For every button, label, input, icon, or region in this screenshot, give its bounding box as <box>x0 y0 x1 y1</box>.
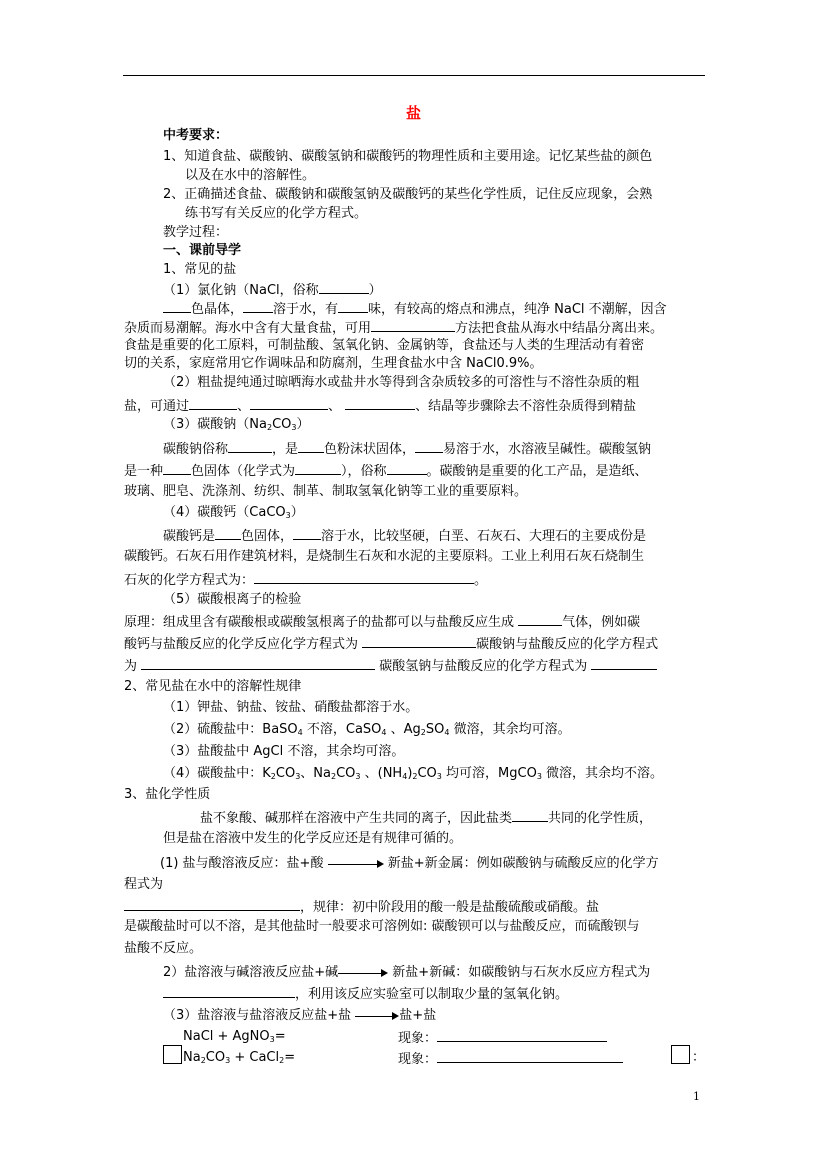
text-line <box>124 656 657 675</box>
text-run: ，是 <box>272 442 299 457</box>
subscript: 3 <box>355 772 361 781</box>
text-run: 程式为 <box>124 877 164 892</box>
text-run: （2）粗盐提纯通过晾晒海水或盐井水等得到含杂质较多的可溶性与不溶性杂质的粗 <box>163 375 640 390</box>
text-run: 酸钙与盐酸反应的化学反应化学方程式为 <box>124 637 363 652</box>
text-run: ，规律：初中阶段用的酸一般是盐酸硫酸或硝酸。盐 <box>300 900 600 915</box>
text-line <box>163 984 568 1003</box>
text-run: 是碳酸盐时可以不溶，是其他盐时一般要求可溶例如: 碳酸钡可以与盐酸反应，而硫酸钡与 <box>124 919 640 934</box>
text-line <box>163 261 236 278</box>
text-run: 一、课前导学 <box>163 243 242 258</box>
text-run: 盐+盐 <box>399 1008 437 1023</box>
text-line <box>163 743 404 760</box>
text-run: 。碳酸钠是重要的化工产品，是造纸、 <box>426 464 648 479</box>
subscript: 3 <box>536 772 542 781</box>
text-line <box>124 876 163 893</box>
text-line <box>200 808 652 827</box>
fill-in-blank[interactable] <box>415 439 443 453</box>
text-run: = <box>284 1050 296 1065</box>
fill-in-blank[interactable] <box>362 634 476 648</box>
fill-in-blank[interactable] <box>228 439 272 453</box>
text-line <box>124 355 543 372</box>
text-line <box>185 167 315 184</box>
text-run: （3）盐溶液与盐溶液反应盐+盐 <box>163 1008 356 1023</box>
fill-in-blank[interactable] <box>518 612 562 626</box>
text-run: CO <box>336 766 356 781</box>
text-run: 碳酸钙。石灰石用作建筑材料，是烧制生石灰和水泥的主要原料。工业上利用石灰石烧制生 <box>124 549 645 564</box>
subscript: 3 <box>269 1035 275 1044</box>
text-line <box>163 186 652 203</box>
text-run: 气体，例如碳 <box>562 615 641 630</box>
subscript: 4 <box>444 728 450 737</box>
text-line <box>124 318 663 337</box>
text-run: 玻璃、肥皂、洗涤剂、纺织、制革、制取氢氧化钠等工业的重要原料。 <box>124 484 528 499</box>
text-run: 、Na <box>300 766 331 781</box>
text-run: = <box>274 1029 286 1044</box>
text-line <box>163 964 650 981</box>
text-run: （3）盐酸盐中 AgCl 不溶，其余均可溶。 <box>163 744 405 759</box>
fill-in-blank[interactable] <box>250 396 328 410</box>
text-line <box>163 224 228 241</box>
text-run: Na <box>183 1050 201 1065</box>
fill-in-blank[interactable] <box>298 439 324 453</box>
subscript: 2 <box>420 728 426 737</box>
page-number: 1 <box>693 1090 700 1103</box>
text-run: 色粉沫状固体， <box>324 442 416 457</box>
text-run: 2、正确描述食盐、碳酸钠和碳酸氢钠及碳酸钙的某些化学性质，记住反应现象，会熟 <box>163 187 653 202</box>
checkbox-right[interactable] <box>671 1045 690 1064</box>
text-run: 。 <box>474 573 488 588</box>
fill-in-blank[interactable] <box>293 526 321 540</box>
text-run: 2）盐溶液与碱溶液反应盐+碱 <box>163 965 339 980</box>
text-run: 方法把食盐从海水中结晶分离出来。 <box>455 321 664 336</box>
text-line <box>163 416 309 433</box>
subscript: 2 <box>279 1056 285 1065</box>
text-run: 以及在水中的溶解性。 <box>185 168 316 183</box>
fill-in-blank[interactable] <box>254 570 474 584</box>
subscript: 3 <box>285 511 291 520</box>
text-run: 色固体（化学式为 <box>191 464 296 479</box>
text-run: 但是盐在溶液中发生的化学反应还是有规律可循的。 <box>163 831 463 846</box>
text-line <box>124 548 644 565</box>
text-run: 现象： <box>398 1031 438 1046</box>
text-run: ），俗称 <box>341 464 387 479</box>
subscript: 3 <box>295 772 301 781</box>
text-run: 新盐+新碱：如碳酸钠与石灰水反应方程式为 <box>388 965 651 980</box>
fill-in-blank[interactable] <box>215 526 241 540</box>
text-line <box>183 1049 295 1066</box>
fill-in-blank[interactable] <box>163 461 191 475</box>
text-run: （1）钾盐、钠盐、铵盐、硝酸盐都溶于水。 <box>163 700 419 715</box>
text-run: 微溶，其余均可溶。 <box>449 722 571 737</box>
text-run: 味，有较高的熔点和沸点，纯净 NaCl 不潮解，因含 <box>368 302 667 317</box>
subscript: 3 <box>436 772 442 781</box>
text-run: 碳酸氢钠与盐酸反应的化学方程式为 <box>375 659 592 674</box>
text-run: 中考要求： <box>163 128 229 143</box>
text-line <box>160 855 659 872</box>
text-line <box>124 634 658 653</box>
checkbox-left[interactable] <box>163 1045 182 1064</box>
fill-in-blank[interactable] <box>163 984 295 998</box>
fill-in-blank[interactable] <box>512 808 548 822</box>
text-line <box>163 830 462 847</box>
text-run: NaCl + AgNO <box>183 1029 270 1044</box>
text-run: 碳酸钠与盐酸反应的化学方程式 <box>476 637 659 652</box>
text-run: CO <box>275 766 296 781</box>
text-run: 色晶体， <box>191 302 244 317</box>
text-run: 盐，可通过 <box>124 399 190 414</box>
text-line <box>163 765 663 782</box>
text-run: ，利用该反应实验室可以制取少量的氢氧化钠。 <box>295 987 569 1002</box>
fill-in-blank[interactable] <box>437 1049 623 1063</box>
text-run: 碳酸钠俗称 <box>163 442 229 457</box>
text-run: + CaCl <box>230 1050 280 1065</box>
text-run: 共同的化学性质， <box>548 811 653 826</box>
text-line <box>163 127 228 144</box>
text-run: 盐不象酸、碱那样在溶液中产生共同的离子，因此盐类 <box>200 811 513 826</box>
text-run: 食盐是重要的化工原料，可制盐酸、氢氧化钠、金属钠等，食盐还与人类的生理活动有着密 <box>124 338 645 353</box>
text-line <box>163 439 651 458</box>
fill-in-blank[interactable] <box>124 897 300 911</box>
text-run: ) <box>407 766 413 781</box>
text-run: 碳酸钙是 <box>163 529 216 544</box>
text-run: 、(NH <box>360 766 403 781</box>
text-line <box>185 205 367 222</box>
text-line <box>692 1049 705 1066</box>
text-run: 教学过程： <box>163 225 229 240</box>
text-run: （4）碳酸钙（CaCO <box>163 505 286 520</box>
text-line <box>163 280 382 299</box>
text-line <box>163 1007 436 1024</box>
text-line <box>124 897 599 916</box>
fill-in-blank[interactable] <box>437 1028 607 1042</box>
text-run: 为 <box>124 659 142 674</box>
text-line <box>124 612 640 631</box>
text-run: 溶于水，有 <box>273 302 339 317</box>
subscript: 2 <box>266 423 273 432</box>
text-run: SO <box>425 722 445 737</box>
subscript: 2 <box>412 772 418 781</box>
text-run: 、结晶等步骤除去不溶性杂质得到精盐 <box>415 399 637 414</box>
text-run: 、Ag <box>386 722 421 737</box>
fill-in-blank[interactable] <box>163 299 191 313</box>
fill-in-blank[interactable] <box>295 461 341 475</box>
fill-in-blank[interactable] <box>338 299 368 313</box>
text-run: 2、常见盐在水中的溶解性规律 <box>124 679 302 694</box>
fill-in-blank[interactable] <box>243 299 273 313</box>
text-run: 练书写有关反应的化学方程式。 <box>185 206 368 221</box>
subscript: 2 <box>200 1056 206 1065</box>
text-line <box>124 918 640 935</box>
text-run: 不溶，CaSO <box>302 722 382 737</box>
text-line <box>163 374 639 391</box>
fill-in-blank[interactable] <box>319 280 369 294</box>
text-run: 盐酸不反应。 <box>124 941 203 956</box>
text-line <box>124 786 210 803</box>
fill-in-blank[interactable] <box>141 656 375 670</box>
text-line <box>163 699 418 716</box>
text-run: 易溶于水，水溶液呈碱性。碳酸氢钠 <box>443 442 652 457</box>
text-run: ： <box>692 1050 706 1065</box>
text-line <box>163 504 304 521</box>
reaction-arrow-icon <box>355 1011 399 1021</box>
fill-in-blank[interactable] <box>371 318 455 332</box>
text-run: 新盐+新金属：例如碳酸钠与硫酸反应的化学方 <box>383 856 659 871</box>
text-run: 溶于水，比较坚硬，白垩、石灰石、大理石的主要成份是 <box>321 529 647 544</box>
header-rule <box>123 75 705 76</box>
subscript: 4 <box>381 728 387 737</box>
fill-in-blank[interactable] <box>387 461 427 475</box>
text-run: 1、常见的盐 <box>163 262 237 277</box>
subscript: 4 <box>297 728 303 737</box>
text-line <box>163 148 652 165</box>
text-line <box>124 570 487 589</box>
text-run: (1) 盐与酸溶液反应：盐+酸 <box>160 856 328 871</box>
fill-in-blank[interactable] <box>189 396 237 410</box>
text-run: （5）碳酸根离子的检验 <box>163 592 302 607</box>
subscript: 3 <box>225 1056 231 1065</box>
text-run: 原理：组成里含有碳酸根或碳酸氢根离子的盐都可以与盐酸反应生成 <box>124 615 519 630</box>
text-line <box>163 299 667 318</box>
fill-in-blank[interactable] <box>345 396 415 410</box>
text-run: 均可溶，MgCO <box>441 766 537 781</box>
text-line <box>163 526 646 545</box>
reaction-arrow-icon <box>328 859 384 869</box>
subscript: 2 <box>270 772 276 781</box>
text-line <box>124 461 648 480</box>
text-run: 色固体， <box>241 529 294 544</box>
text-run: （2）硫酸盐中：BaSO <box>163 722 298 737</box>
text-run: 切的关系，家庭常用它作调味品和防腐剂，生理食盐水中含 NaCl0.9%。 <box>124 356 543 371</box>
text-line <box>124 678 301 695</box>
text-run: CO <box>205 1050 226 1065</box>
text-line <box>398 1049 623 1068</box>
text-line <box>124 483 527 500</box>
text-run: （1）氯化钠（NaCl，俗称 <box>163 283 319 298</box>
text-run: 、 <box>328 399 346 414</box>
text-line <box>183 1028 286 1045</box>
text-run: 微溶，其余均不溶。 <box>541 766 664 781</box>
subscript: 4 <box>402 772 408 781</box>
text-line <box>163 242 241 259</box>
text-run: 石灰的化学方程式为： <box>124 573 255 588</box>
text-run: CO <box>272 417 292 432</box>
subscript: 3 <box>291 423 297 432</box>
text-run: CO <box>417 766 437 781</box>
text-line <box>163 721 571 738</box>
text-run: 现象： <box>398 1052 438 1067</box>
text-line <box>398 1028 607 1047</box>
text-run: （4）碳酸盐中：K <box>163 766 271 781</box>
subscript: 2 <box>331 772 337 781</box>
text-run: 是一种 <box>124 464 164 479</box>
text-run: 、 <box>237 399 251 414</box>
text-line <box>124 940 202 957</box>
text-line <box>163 591 301 608</box>
text-run: ） <box>290 505 304 520</box>
text-line <box>124 337 644 354</box>
text-run: 1、知道食盐、碳酸钠、碳酸氢钠和碳酸钙的物理性质和主要用途。记忆某些盐的颜色 <box>163 149 653 164</box>
text-run: 3、盐化学性质 <box>124 787 211 802</box>
text-line <box>124 396 636 415</box>
fill-in-blank[interactable] <box>591 656 657 670</box>
reaction-arrow-icon <box>338 968 388 978</box>
text-run: 杂质而易潮解。海水中含有大量食盐，可用 <box>124 321 372 336</box>
text-run: ） <box>368 283 382 298</box>
text-run: （3）碳酸钠（Na <box>163 417 267 432</box>
text-run: ） <box>296 417 310 432</box>
page-title: 盐 <box>405 104 421 122</box>
